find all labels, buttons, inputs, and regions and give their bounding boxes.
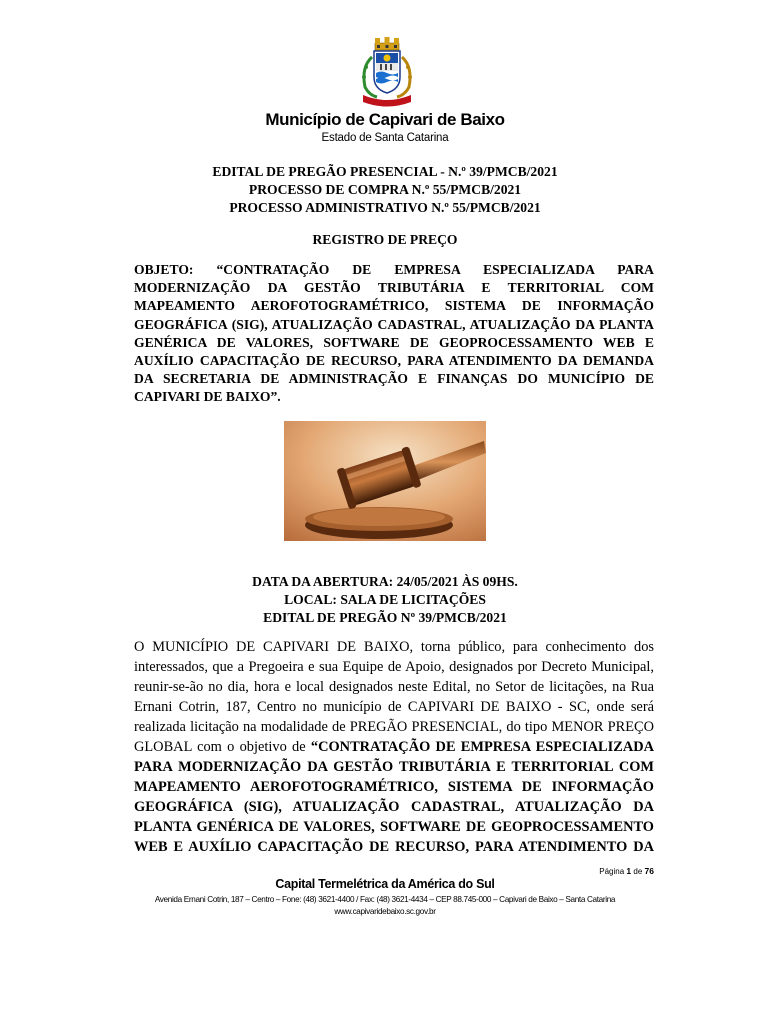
footer-title: Capital Termelétrica da América do Sul: [275, 877, 495, 891]
processo-compra: PROCESSO DE COMPRA N.º 55/PMCB/2021: [248, 182, 522, 197]
objeto-label: OBJETO:: [134, 262, 194, 277]
registro-preco: REGISTRO DE PREÇO: [312, 232, 458, 247]
page-total: 76: [644, 866, 654, 876]
page-label: Página: [599, 867, 625, 876]
state-name: Estado de Santa Catarina: [321, 132, 449, 144]
footer-address-block: [0, 894, 770, 918]
footer-address: Avenida Ernani Cotrin, 187 – Centro – Fone: (48) 3621-4400 / Fax: (48) 3621-4434 – CEP 88.745-000 – Capivari de Baixo – Santa Catarina: [154, 895, 616, 904]
footer-website: www.capivaridebaixo.sc.gov.br: [334, 907, 436, 916]
page-current: 1: [626, 866, 632, 876]
judge-gavel-photo-icon: [284, 421, 486, 541]
abertura-block: [0, 573, 770, 627]
municipal-coat-of-arms-icon: [357, 37, 417, 109]
edital-number: EDITAL DE PREGÃO PRESENCIAL - N.º 39/PMCB/2021: [212, 164, 558, 179]
page-of: de: [633, 867, 643, 876]
local-abertura: LOCAL: SALA DE LICITAÇÕES: [284, 592, 486, 607]
intro-paragraph: [134, 637, 654, 857]
processo-administrativo: PROCESSO ADMINISTRATIVO N.º 55/PMCB/2021: [229, 200, 541, 215]
objeto-paragraph: [134, 261, 654, 407]
page-number: [560, 866, 654, 876]
intro-text: O MUNICÍPIO DE CAPIVARI DE BAIXO, torna público, para conhecimento dos interessados, que a Pregoeira e sua Equipe de Apoio, designados por Decreto Municipal, reunir-se-ão no dia, hora e local designados neste Edital, no Setor de licitações, na Rua Ernani Cotrin, 187, Centro no município de CAPIVARI DE BAIXO - SC, onde será realizada licitação na modalidade de PREGÃO PRESENCIAL, do tipo MENOR PREÇO GLOBAL com o objetivo de: [134, 639, 654, 755]
objective-text: “CONTRATAÇÃO DE EMPRESA ESPECIALIZADA PARA MODERNIZAÇÃO DA GESTÃO TRIBUTÁRIA E TERRITORIAL COM MAPEAMENTO AEROFOTOGRAMÉTRICO, SISTEMA DE INFORMAÇÃO GEOGRÁFICA (SIG), ATUALIZAÇÃO CADASTRAL, ATUALIZAÇÃO DA PLANTA GENÉRICA DE VALORES, SOFTWARE DE GEOPROCESSAMENTO WEB E AUXÍLIO CAPACITAÇÃO DE RECURSO, PARA ATENDIMENTO DA: [134, 739, 654, 855]
municipality-name: Município de Capivari de Baixo: [265, 110, 505, 129]
edital-reference: EDITAL DE PREGÃO Nº 39/PMCB/2021: [263, 610, 507, 625]
edital-heading: [0, 163, 770, 217]
objeto-text: “CONTRATAÇÃO DE EMPRESA ESPECIALIZADA PARA MODERNIZAÇÃO DA GESTÃO TRIBUTÁRIA E TERRITORIAL COM MAPEAMENTO AEROFOTOGRAMÉTRICO, SISTEMA DE INFORMAÇÃO GEOGRÁFICA (SIG), ATUALIZAÇÃO CADASTRAL, ATUALIZAÇÃO DA PLANTA GENÉRICA DE VALORES, SOFTWARE DE GEOPROCESSAMENTO WEB E AUXÍLIO CAPACITAÇÃO DE RECURSO, PARA ATENDIMENTO DA DEMANDA DA SECRETARIA DE ADMINISTRAÇÃO E FINANÇAS DO MUNICÍPIO DE CAPIVARI DE BAIXO”.: [134, 262, 654, 405]
data-abertura: DATA DA ABERTURA: 24/05/2021 ÀS 09HS.: [252, 574, 518, 589]
